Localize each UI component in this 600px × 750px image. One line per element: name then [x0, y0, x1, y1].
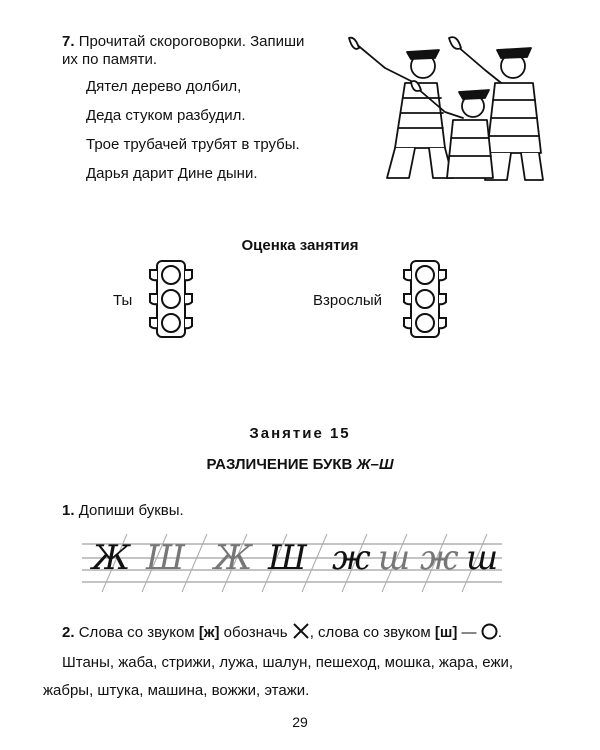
instruction-text: , слова со звуком	[309, 624, 435, 641]
instruction-text: —	[457, 624, 481, 641]
cross-icon	[292, 622, 310, 640]
exercise-number: 1.	[62, 502, 75, 519]
trumpeters-illustration	[345, 28, 545, 193]
instruction-text: .	[497, 624, 502, 641]
traffic-light-adult[interactable]	[402, 258, 448, 340]
letter-trace[interactable]: Ж	[214, 538, 253, 578]
exercise-1-instruction	[62, 502, 184, 520]
page-number: 29	[292, 714, 308, 730]
exercise-number: 2.	[62, 624, 75, 641]
instruction-text: Прочитай скороговорки. Запиши	[78, 33, 305, 50]
word-list-line: Штаны, жаба, стрижи, лужа, шалун, пешеход, мошка, жара, ежи,	[62, 654, 514, 671]
sound-zh: [ж]	[198, 624, 220, 641]
exercise-7-instruction	[62, 33, 352, 69]
tongue-twister-line: Дарья дарит Дине дыни.	[86, 165, 258, 182]
instruction-text: Слова со звуком	[78, 624, 199, 641]
letter-trace[interactable]: ш	[378, 538, 411, 578]
exercise-2-instruction	[62, 622, 502, 642]
tongue-twister-line: Дятел дерево долбил,	[86, 78, 242, 95]
tongue-twister-line: Трое трубачей трубят в трубы.	[86, 136, 300, 153]
traffic-light-you[interactable]	[148, 258, 194, 340]
instruction-text: Допиши буквы.	[78, 502, 184, 519]
letter-sample: Ш	[268, 538, 307, 578]
lesson-subtitle-letters: Ж–Ш	[356, 456, 394, 473]
you-label: Ты	[113, 292, 133, 309]
word-list-line: жабры, штука, машина, вожжи, этажи.	[43, 682, 310, 699]
exercise-number: 7.	[62, 33, 75, 50]
sound-sh: [ш]	[434, 624, 458, 641]
adult-label: Взрослый	[313, 292, 382, 309]
instruction-text: обозначь	[219, 624, 292, 641]
lesson-title: Занятие 15	[249, 425, 351, 442]
instruction-text-cont: их по памяти.	[62, 51, 157, 68]
letter-sample: Ж	[92, 538, 131, 578]
letter-sample: ж	[332, 538, 371, 578]
tongue-twister-line: Деда стуком разбудил.	[86, 107, 246, 124]
letter-trace[interactable]: Ш	[146, 538, 185, 578]
circle-icon	[481, 623, 498, 640]
lesson-subtitle	[0, 456, 600, 473]
lesson-subtitle-text: РАЗЛИЧЕНИЕ БУКВ	[206, 456, 357, 473]
assessment-title: Оценка занятия	[241, 237, 359, 254]
letter-sample: ш	[466, 538, 499, 578]
letter-trace[interactable]: ж	[420, 538, 459, 578]
